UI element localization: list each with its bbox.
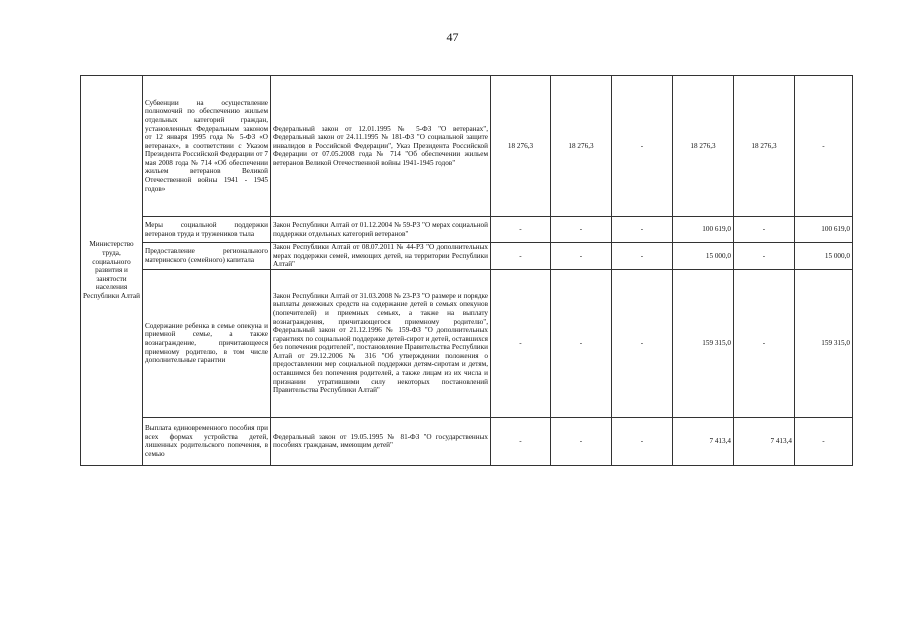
law-cell: Закон Республики Алтай от 01.12.2004 № 59-РЗ "О мерах социальной поддержки отдельных категорий ветеранов" — [271, 217, 491, 243]
law-cell: Федеральный закон от 19.05.1995 № 81-ФЗ "О государственных пособиях гражданам, имеющим детей" — [271, 417, 491, 465]
value-cell: - — [734, 243, 795, 270]
table-row — [81, 243, 853, 270]
value-cell: 159 315,0 — [673, 269, 734, 417]
value-cell: 15 000,0 — [673, 243, 734, 270]
value-cell: - — [795, 417, 853, 465]
value-cell: 7 413,4 — [734, 417, 795, 465]
table-row — [81, 417, 853, 465]
budget-table — [80, 75, 853, 466]
value-cell: - — [612, 269, 673, 417]
value-cell: 159 315,0 — [795, 269, 853, 417]
measure-cell: Выплата единовременного пособия при всех формах устройства детей, лишенных родительского попечения, в семью — [143, 417, 271, 465]
value-cell: 100 619,0 — [673, 217, 734, 243]
value-cell: - — [612, 417, 673, 465]
value-cell: - — [491, 243, 551, 270]
value-cell: 15 000,0 — [795, 243, 853, 270]
measure-cell: Содержание ребенка в семье опекуна и приемной семье, а также вознаграждение, причитающееся приемному родителю, в том числе дополнительные гарантии — [143, 269, 271, 417]
value-cell: - — [551, 269, 612, 417]
table-row — [81, 269, 853, 417]
ministry-cell: Министерство труда, социального развития и занятости населения Республики Алтай — [81, 76, 143, 466]
value-cell: - — [491, 417, 551, 465]
law-cell: Федеральный закон от 12.01.1995 № 5-ФЗ "О ветеранах", Федеральный закон от 24.11.1995 № 181-ФЗ "О социальной защите инвалидов в Российской Федерации", Указ Президента Российской Федерации от 07.05.2008 года № 714 "Об обеспечении жильем ветеранов Великой Отечественной войны 1941-1945 годов" — [271, 76, 491, 217]
value-cell: - — [612, 243, 673, 270]
measure-cell: Меры социальной поддержки ветеранов труда и тружеников тыла — [143, 217, 271, 243]
value-cell: - — [551, 217, 612, 243]
table-row — [81, 217, 853, 243]
value-cell: - — [491, 217, 551, 243]
value-cell: 18 276,3 — [673, 76, 734, 217]
value-cell: - — [612, 76, 673, 217]
law-cell: Закон Республики Алтай от 08.07.2011 № 44-РЗ "О дополнительных мерах поддержки семей, имеющих детей, на территории Республики Алтай" — [271, 243, 491, 270]
law-cell: Закон Республики Алтай от 31.03.2008 № 23-РЗ "О размере и порядке выплаты денежных средств на содержание детей в семьях опекунов (попечителей) и приемных семьях, а также на выплату вознаграждения, причитающегося приемному родителю", Федеральный закон от 21.12.1996 № 159-ФЗ "О дополнительных гарантиях по социальной поддержке детей-сирот и детей, оставшихся без попечения родителей", постановление Правительства Республики Алтай от 29.12.2006 № 316 "Об утверждении положения о предоставлении мер социальной поддержки детям-сиротам и детям, оставшимся без попечения родителей, а также лицам из их числа и признании утратившими силу некоторых постановлений Правительства Республики Алтай" — [271, 269, 491, 417]
value-cell: - — [795, 76, 853, 217]
value-cell: - — [551, 417, 612, 465]
value-cell: - — [734, 217, 795, 243]
value-cell: 18 276,3 — [551, 76, 612, 217]
value-cell: - — [491, 269, 551, 417]
value-cell: 18 276,3 — [491, 76, 551, 217]
value-cell: - — [734, 269, 795, 417]
page-number: 47 — [446, 30, 459, 44]
value-cell: - — [551, 243, 612, 270]
value-cell: - — [612, 217, 673, 243]
measure-cell: Субвенции на осуществление полномочий по обеспечению жильем отдельных категорий граждан, установленных Федеральным законом от 12 января 1995 года № 5-ФЗ «О ветеранах», в соответствии с Указом Президента Российской Федерации от 7 мая 2008 года № 714 «Об обеспечении жильем ветеранов Великой Отечественной войны 1941 - 1945 годов» — [143, 76, 271, 217]
value-cell: 100 619,0 — [795, 217, 853, 243]
value-cell: 7 413,4 — [673, 417, 734, 465]
measure-cell: Предоставление регионального материнского (семейного) капитала — [143, 243, 271, 270]
table-row — [81, 76, 853, 217]
value-cell: 18 276,3 — [734, 76, 795, 217]
